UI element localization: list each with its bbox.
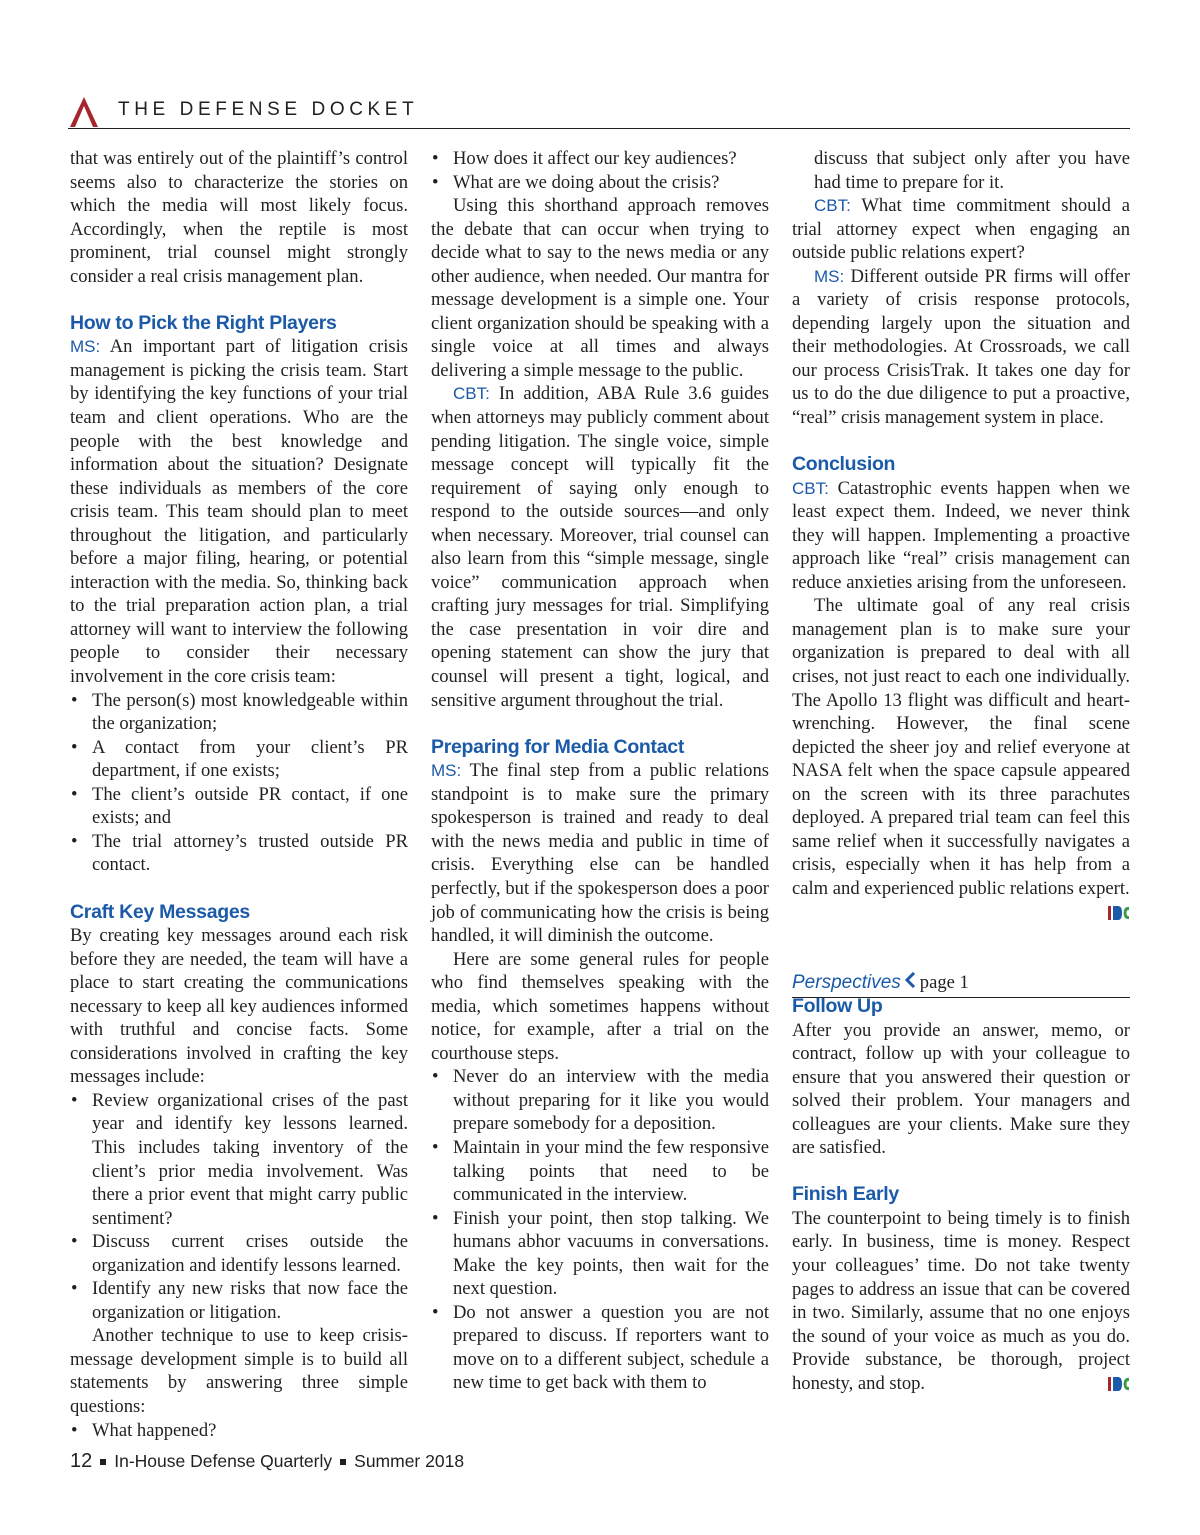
speaker-label-cbt: CBT: <box>792 478 829 498</box>
list-item: • Finish your point, then stop talking. We humans abhor vacuums in conversations. Make the key points, then wait for the next question. <box>431 1207 769 1301</box>
column-1 <box>70 147 408 1442</box>
paragraph: that was entirely out of the plaintiff’s control seems also to characterize the stories on which the media will most likely focus. Accordingly, when the reptile is most prominent, trial counsel might strongly consider a real crisis management plan. <box>70 148 408 287</box>
paragraph: The ultimate goal of any real crisis management plan is to make sure your organization is prepared to deal with all crises, not just react to each one individually. The Apollo 13 flight was difficult and heart-wrenching. However, the final scene depicted the sheer joy and relief everyone at NASA felt when the space capsule appeared on the screen with its three parachutes deployed. A prepared trial team can feel this same relief when it successfully navigates a crisis, especially when it has help from a calm and experienced public relations expert. <box>792 594 1130 900</box>
list-item: • The person(s) most knowledgeable within the organization; <box>70 689 408 736</box>
divider <box>792 997 1130 998</box>
idc-logo-icon <box>1086 904 1130 928</box>
idc-logo-icon <box>1108 1375 1130 1399</box>
paragraph: CBT: Catastrophic events happen when we least expect them. Indeed, we never think they will happen. Implementing a proactive approach like “real” crisis management can reduce anxieties arising from the unforeseen. <box>792 477 1130 593</box>
paragraph: CBT: What time commitment should a trial attorney expect when engaging an outside public relations expert? <box>792 195 1130 264</box>
speaker-label-ms: MS: <box>70 337 101 357</box>
section-heading-craft: Craft Key Messages <box>70 900 250 923</box>
list-item: • The client’s outside PR contact, if one exists; and <box>70 783 408 830</box>
list-item: • A contact from your client’s PR department, if one exists; <box>70 736 408 783</box>
section-heading-media: Preparing for Media Contact <box>431 735 685 758</box>
section-heading-conclusion: Conclusion <box>792 453 896 476</box>
paragraph: Here are some general rules for people who find themselves speaking with the media, which sometimes happens without notice, for example, after a trial on the courthouse steps. <box>431 948 769 1064</box>
column-3 <box>792 147 1130 1398</box>
section-heading-players: How to Pick the Right Players <box>70 311 337 334</box>
paragraph: MS: Different outside PR firms will offer a variety of crisis response protocols, depending largely upon the situation and their methodologies. At Crossroads, we call our process CrisisTrak. It takes one day for us to do the due diligence to put a proactive, “real” crisis management system in place. <box>792 265 1130 429</box>
perspectives-label: Perspectives <box>792 971 901 993</box>
speaker-label-ms: MS: <box>814 266 845 286</box>
paragraph: Using this shorthand approach removes the debate that can occur when trying to decide what to say to the news media or any other audience, when needed. Our mantra for message development is a simple one. Your client organization should be speaking with a single voice at all times and always delivering a simple message to the public. <box>431 195 769 381</box>
list-item: • What are we doing about the crisis? <box>431 171 769 195</box>
speaker-label-cbt: CBT: <box>453 384 490 404</box>
list-item: • What happened? <box>70 1419 408 1443</box>
section-heading-finish: Finish Early <box>792 1183 899 1206</box>
paragraph: MS: The final step from a public relations standpoint is to make sure the primary spokesperson is trained and ready to deal with the news media and public in time of crisis. Everything else can be handled perfectly, but if the spokesperson does a poor job of communicating how the crisis is being handled, it will diminish the outcome. <box>431 760 769 947</box>
paragraph: MS: An important part of litigation crisis management is picking the crisis team. Start by identifying the key functions of your trial team and client operations. Who are the people with the best knowledge and information about the situation? Designate these individuals as members of the core crisis team. This team should plan to meet throughout the litigation, and particularly before a major filing, hearing, or potential interaction with the media. So, thinking back to the trial preparation action plan, a trial attorney will want to interview the following people to consider their necessary involvement in the core crisis team: <box>70 336 408 688</box>
bullet-list-craft <box>70 1089 408 1324</box>
speaker-label-ms: MS: <box>431 761 462 781</box>
bullet-list-rules <box>431 1065 769 1395</box>
section-title: THE DEFENSE DOCKET <box>118 99 419 120</box>
paragraph: discuss that subject only after you have had time to prepare for it. <box>814 148 1130 193</box>
list-item: • Review organizational crises of the past year and identify key lessons learned. This includes taking inventory of the client’s prior media involvement. Was there a prior event that might carry public sentiment? <box>70 1089 408 1230</box>
paragraph: CBT: In addition, ABA Rule 3.6 guides when attorneys may publicly comment about pending litigation. The single voice, simple message concept will typically fit the requirement of saying only enough to respond to the outside sources—and only when necessary. Moreover, trial counsel can also learn from this “simple message, single voice” communication approach when crafting jury messages for trial. Simplifying the case presentation in voir dire and opening statement can show the jury that counsel will present a tight, logical, and sensitive argument throughout the trial. <box>431 383 769 711</box>
list-item: • Maintain in your mind the few responsive talking points that need to be communicated in the interview. <box>431 1136 769 1207</box>
section-heading-follow: Follow Up <box>792 995 883 1017</box>
speaker-label-cbt: CBT: <box>814 196 851 216</box>
chevron-left-icon <box>904 971 916 995</box>
publication-name: In-House Defense Quarterly <box>114 1451 333 1471</box>
issue-date: Summer 2018 <box>354 1451 465 1471</box>
continuation-line <box>792 971 1130 996</box>
paragraph: The counterpoint to being timely is to finish early. In business, time is money. Respect your colleagues’ time. Do not take twenty pages to address an issue that can be covered in two. Similarly, assume that no one enjoys the sound of your voice as much as you do. Provide substance, be thorough, project honesty, and stop. <box>792 1207 1130 1395</box>
list-item: • How does it affect our key audiences? <box>431 147 769 171</box>
running-header <box>68 96 1130 129</box>
list-item: • Never do an interview with the media without preparing for it like you would prepare somebody for a deposition. <box>431 1065 769 1136</box>
bullet-list-players <box>70 689 408 877</box>
paragraph: Another technique to use to keep crisis-message development simple is to build all statements by answering three simple questions: <box>70 1325 408 1417</box>
list-item: • Discuss current crises outside the organization and identify lessons learned. <box>70 1230 408 1277</box>
list-item: • Do not answer a question you are not prepared to discuss. If reporters want to move on to a different subject, schedule a new time to get back with them to <box>431 1301 769 1395</box>
bullet-list-questions-cont <box>431 147 769 194</box>
page-footer <box>70 1450 464 1473</box>
column-2 <box>431 147 769 1395</box>
continued-from-page: page 1 <box>919 971 969 993</box>
triangle-delta-icon <box>68 96 100 133</box>
bullet-list-questions <box>70 1419 408 1443</box>
paragraph: By creating key messages around each risk before they are needed, the team will have a place to start creating the communications necessary to keep all key audiences informed with truthful and concise facts. Some considerations involved in crafting the key messages include: <box>70 925 408 1088</box>
list-item: • Identify any new risks that now face the organization or litigation. <box>70 1277 408 1324</box>
list-item: • The trial attorney’s trusted outside PR contact. <box>70 830 408 877</box>
page-number: 12 <box>70 1450 93 1472</box>
paragraph: After you provide an answer, memo, or contract, follow up with your colleague to ensure that you answered their question or solved their problem. Your managers and colleagues are your clients. Make sure they are satisfied. <box>792 1019 1130 1159</box>
